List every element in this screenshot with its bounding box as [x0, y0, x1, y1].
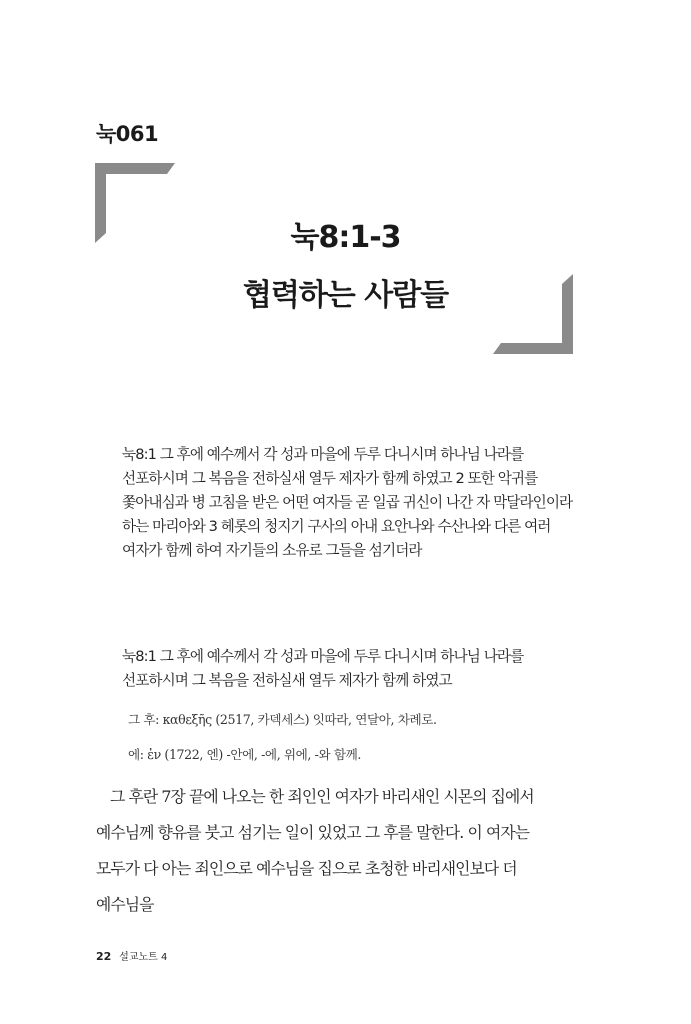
- body-paragraph: 그 후란 7장 끝에 나오는 한 죄인인 여자가 바리새인 시몬의 집에서 예수님께 향유를 붓고 섬기는 일이 있었고 그 후를 말한다. 이 여자는 모두가 다 아는 죄인으로 예수님을 집으로 초청한 바리새인보다 더 예수님을: [96, 787, 534, 914]
- book-title: 설교노트 4: [119, 952, 168, 963]
- word-note-1: 그 후: καθεξῆς (2517, 카덱세스) 잇따라, 연달아, 차례로.: [128, 712, 437, 727]
- sermon-title: 협력하는 사람들: [242, 278, 449, 313]
- word-note-2: 에: ἐν (1722, 엔) -안에, -에, 위에, -와 함께.: [128, 747, 361, 762]
- page-footer: [96, 948, 167, 963]
- corner-bracket-bottom-right: [493, 274, 573, 354]
- scripture-reference-title: 눅8:1-3: [290, 220, 401, 255]
- scripture-passage-full: 눅8:1 그 후에 예수께서 각 성과 마을에 두루 다니시며 하나님 나라를 선포하시며 그 복음을 전하실새 열두 제자가 함께 하였고 2 또한 악귀를 쫓아내심과 병 고침을 받은 어떤 여자들 곧 일곱 귀신이 나간 자 막달라인이라 하는 마리아와 3 헤롯의 청지기 구사의 아내 요안나와 수산나와 다른 여러 여자가 함께 하여 자기들의 소유로 그들을 섬기더라: [122, 446, 573, 559]
- section-label: 눅061: [96, 122, 159, 146]
- scripture-passage-verse-1: 눅8:1 그 후에 예수께서 각 성과 마을에 두루 다니시며 하나님 나라를 선포하시며 그 복음을 전하실새 열두 제자가 함께 하였고: [122, 648, 524, 689]
- page-number: 22: [96, 950, 112, 963]
